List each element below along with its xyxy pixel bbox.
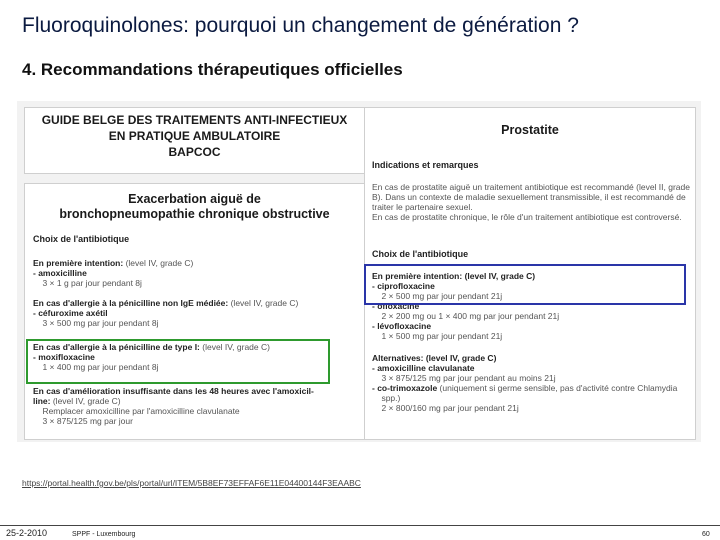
source-link[interactable]: https://portal.health.fgov.be/pls/portal/url/ITEM/5B8EF73EFFAF6E11E04400144F3EAABC (22, 478, 361, 488)
exacerbation-panel (24, 183, 365, 440)
list-item: Remplacer amoxicilline par l'amoxicilline clavulanate (33, 406, 240, 416)
list-item: - ciprofloxacine (372, 281, 435, 291)
slide-number: 60 (702, 531, 710, 538)
list-item: 3 × 500 mg par jour pendant 8j (33, 318, 159, 328)
footer-organization: SPPF - Luxembourg (72, 531, 136, 538)
list-item: 3 × 1 g par jour pendant 8j (33, 278, 142, 288)
list-item: En cas d'allergie à la pénicilline de type I: (level IV, grade C) (33, 342, 270, 352)
list-item: - co-trimoxazole (uniquement si germe sensible, pas d'activité contre Chlamydia (372, 383, 678, 393)
list-item: 2 × 500 mg par jour pendant 21j (372, 291, 503, 301)
list-item: line: (level IV, grade C) (33, 396, 121, 406)
list-item: - céfuroxime axétil (33, 308, 108, 318)
highlight-box-ciprofloxacine (364, 264, 686, 305)
slide-subtitle: 4. Recommandations thérapeutiques officielles (22, 60, 403, 79)
exacerbation-title (25, 192, 364, 222)
list-item: spp.) (372, 393, 401, 403)
list-item: 3 × 875/125 mg par jour (33, 416, 133, 426)
exacerbation-choix-heading: Choix de l'antibiotique (33, 234, 130, 244)
list-item: - amoxicilline clavulanate (372, 363, 475, 373)
list-item: En première intention: (level IV, grade C) (33, 258, 194, 268)
footer-date: 25-2-2010 (6, 528, 48, 538)
highlight-box-moxifloxacine (26, 339, 330, 384)
prostatite-choix-heading: Choix de l'antibiotique (372, 249, 469, 259)
list-item: En cas d'amélioration insuffisante dans les 48 heures avec l'amoxicil- (33, 386, 314, 396)
list-item: - ofloxacine (372, 301, 420, 311)
list-item: En cas de prostatite aiguë un traitement antibiotique est recommandé (level II, grade (372, 182, 690, 192)
list-item: Alternatives: (level IV, grade C) (372, 353, 497, 363)
list-item: 1 × 400 mg par jour pendant 8j (33, 362, 159, 372)
prostatite-indications (372, 182, 690, 222)
list-item: 2 × 800/160 mg par jour pendant 21j (372, 403, 519, 413)
list-item: 3 × 875/125 mg par jour pendant au moins 21j (372, 373, 556, 383)
list-item: En première intention: (level IV, grade C) (372, 271, 536, 281)
prostatite-indications-heading: Indications et remarques (372, 160, 479, 170)
exacerbation-title-line2: bronchopneumopathie chronique obstructive (59, 207, 330, 221)
list-item: traiter le partenaire sexuel. (372, 202, 473, 212)
list-item: B). Dans un contexte de maladie sexuellement transmissible, il est recommandé de (372, 192, 686, 202)
list-item: - amoxicilline (33, 268, 87, 278)
guide-title-line2: EN PRATIQUE AMBULATOIRE (108, 129, 281, 143)
list-item: En cas d'allergie à la pénicilline non IgE médiée: (level IV, grade C) (33, 298, 299, 308)
guide-title-line1: GUIDE BELGE DES TRAITEMENTS ANTI-INFECTIEUX (41, 113, 348, 127)
list-item: 1 × 500 mg par jour pendant 21j (372, 331, 503, 341)
guide-header-panel (24, 107, 365, 174)
prostatite-title: Prostatite (501, 123, 559, 137)
list-item: 2 × 200 mg ou 1 × 400 mg par jour pendant 21j (372, 311, 560, 321)
list-item: - lévofloxacine (372, 321, 432, 331)
footer-divider (0, 525, 720, 526)
list-item: En cas de prostatite chronique, le rôle d'un traitement antibiotique est controversé. (372, 212, 682, 222)
exacerbation-title-line1: Exacerbation aiguë de (128, 192, 261, 206)
guide-title-line3: BAPCOC (168, 145, 221, 159)
list-item: - moxifloxacine (33, 352, 95, 362)
slide-title: Fluoroquinolones: pourquoi un changement de génération ? (22, 14, 579, 37)
